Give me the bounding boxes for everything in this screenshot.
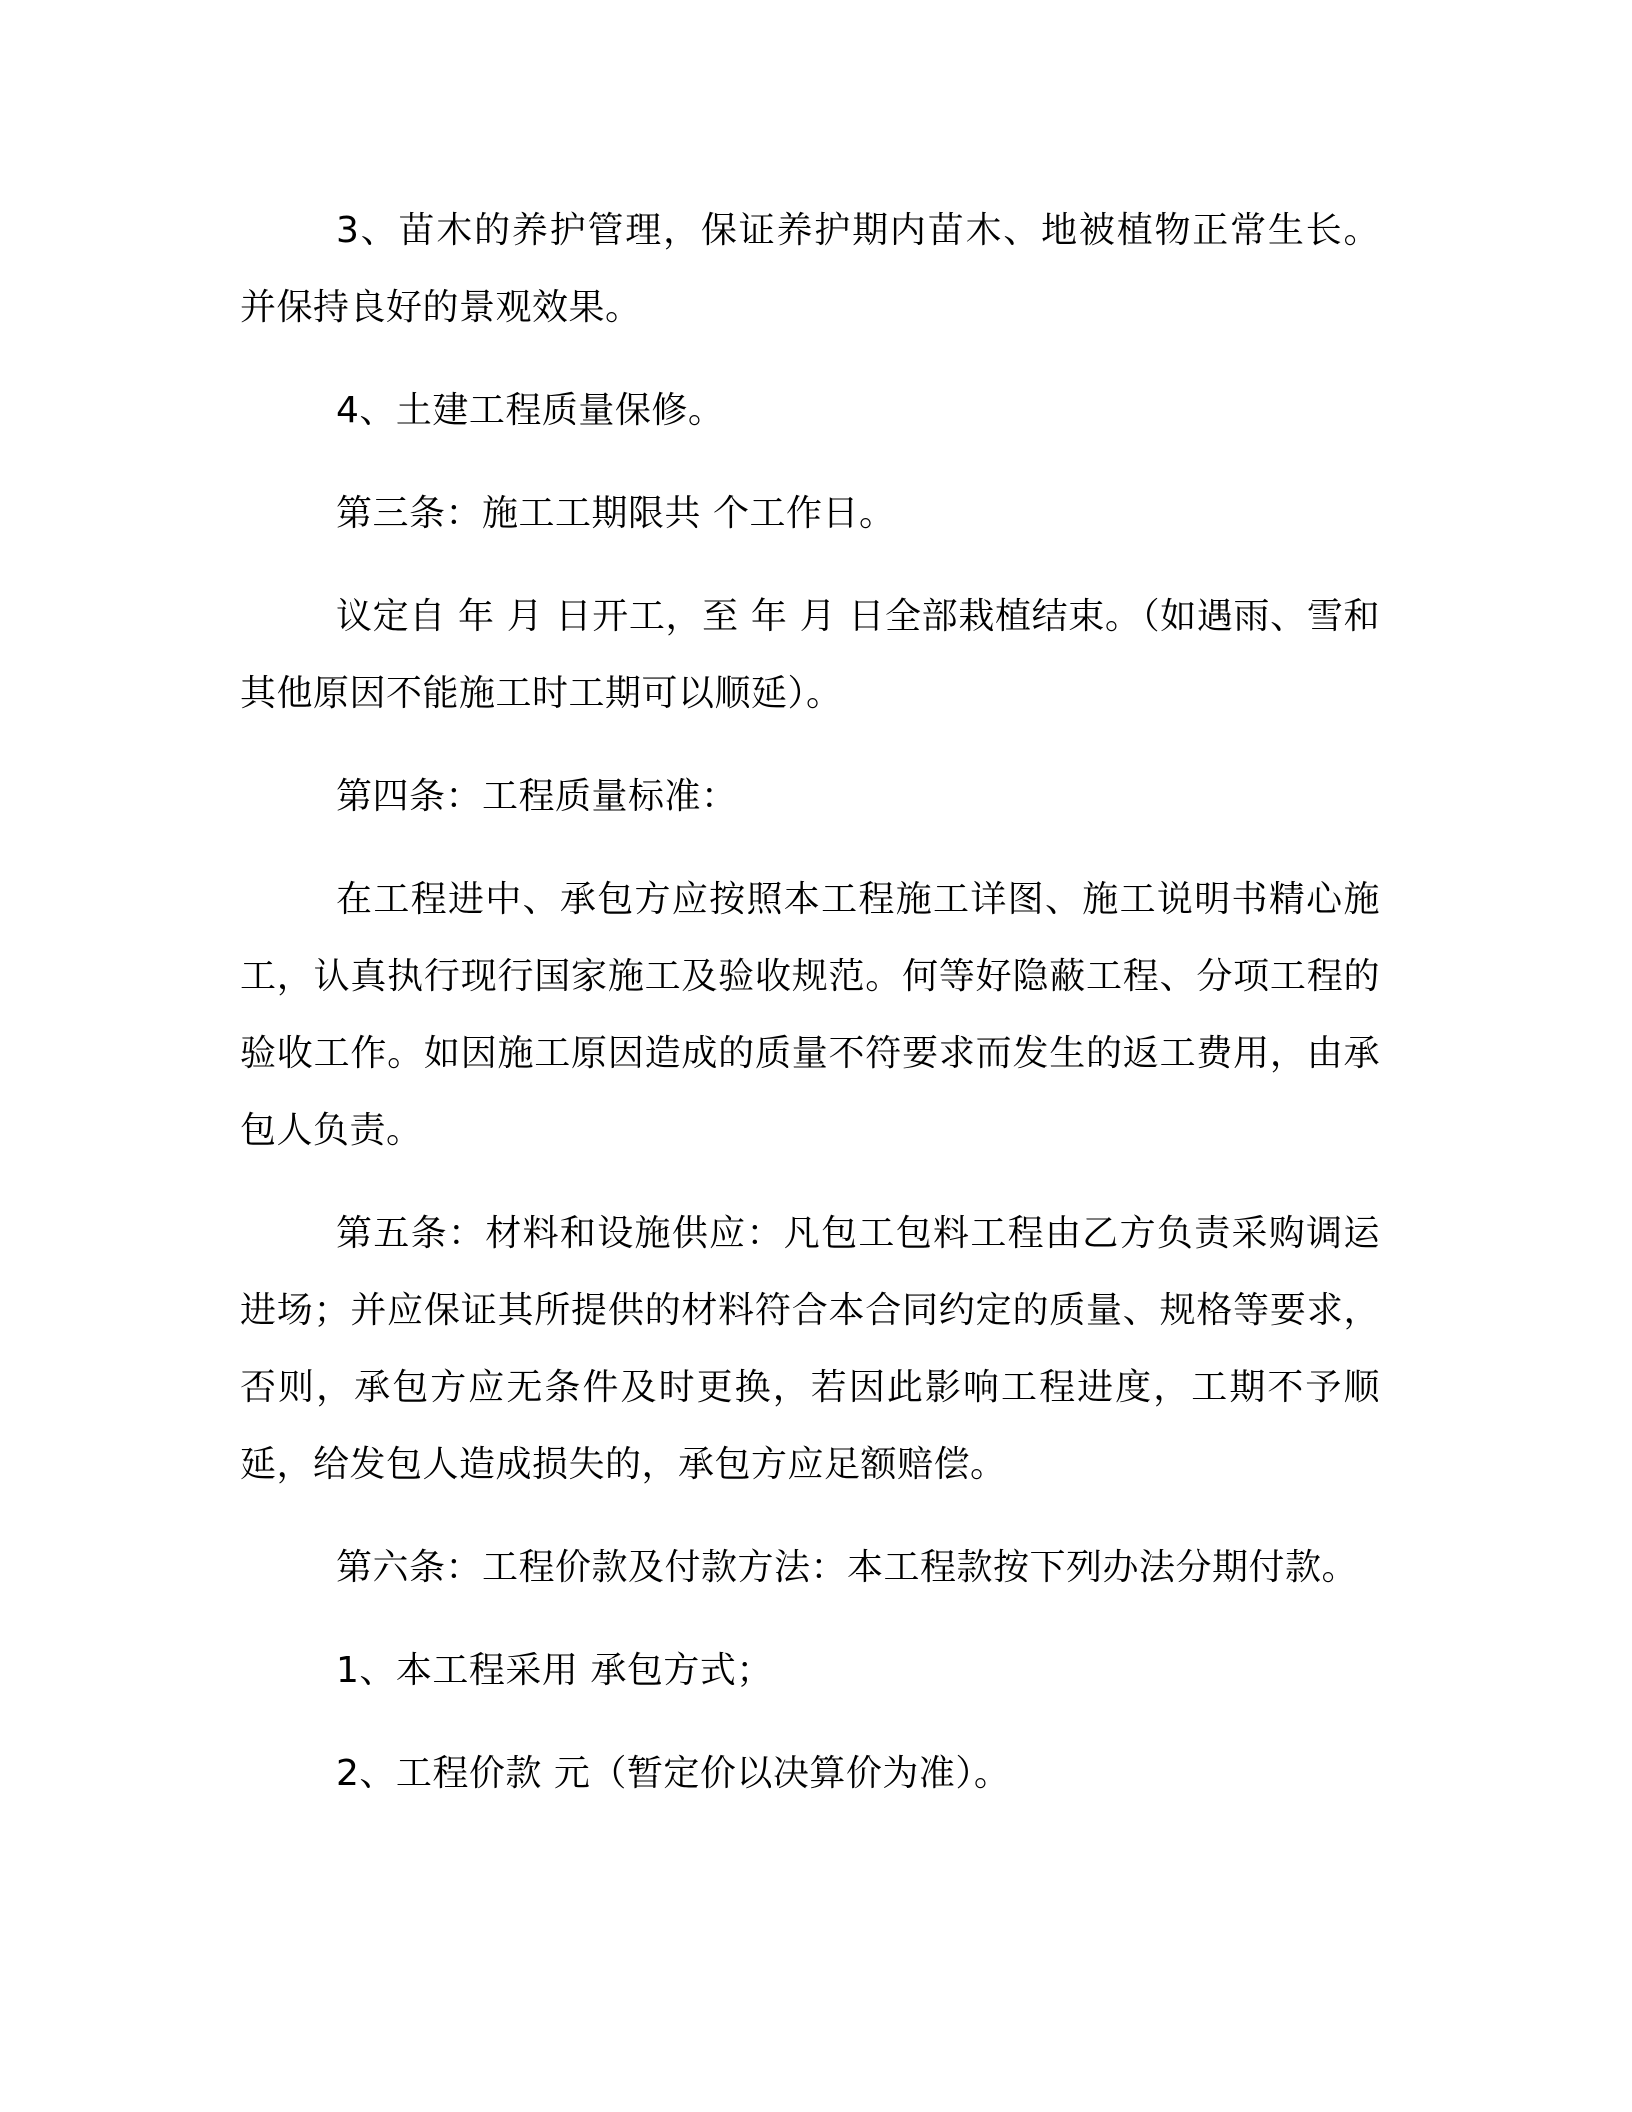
paragraph-article-6: 第六条：工程价款及付款方法：本工程款按下列办法分期付款。	[336, 1547, 1359, 1588]
paragraph-schedule: 议定自 年 月 日开工，至 年 月 日全部栽植结束。（如遇雨、雪和其他原因不能施工时工期可以顺延）。	[240, 596, 1380, 714]
paragraph-maintenance: 3、苗木的养护管理，保证养护期内苗木、地被植物正常生长。并保持良好的景观效果。	[240, 210, 1380, 328]
paragraph-article-4: 第四条：工程质量标准：	[336, 776, 738, 817]
paragraph-contract-mode: 1、本工程采用 承包方式；	[336, 1650, 773, 1691]
document-body	[240, 192, 1380, 1838]
paragraph-article-3: 第三条：施工工期限共 个工作日。	[336, 493, 896, 534]
paragraph-price: 2、工程价款 元（暂定价以决算价为准）。	[336, 1753, 1011, 1794]
paragraph-quality: 在工程进中、承包方应按照本工程施工详图、施工说明书精心施工，认真执行现行国家施工及验收规范。何等好隐蔽工程、分项工程的验收工作。如因施工原因造成的质量不符要求而发生的返工费用，由承包人负责。	[240, 879, 1380, 1151]
paragraph-article-5: 第五条：材料和设施供应：凡包工包料工程由乙方负责采购调运进场；并应保证其所提供的材料符合本合同约定的质量、规格等要求，否则，承包方应无条件及时更换，若因此影响工程进度，工期不予顺延，给发包人造成损失的，承包方应足额赔偿。	[240, 1213, 1380, 1485]
paragraph-warranty: 4、土建工程质量保修。	[336, 390, 725, 431]
